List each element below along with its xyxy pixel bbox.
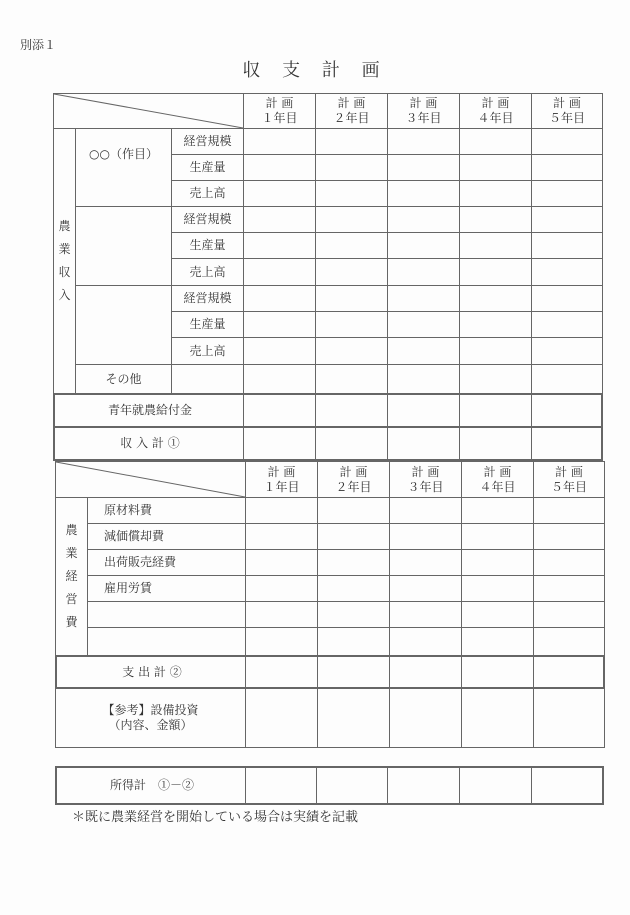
- data-cell-year-3[interactable]: [387, 426, 460, 461]
- item-scale: 経営規模: [171, 128, 244, 155]
- header-line2: １年目: [261, 111, 298, 125]
- data-cell-year-2[interactable]: [317, 627, 390, 656]
- subsidy-label: 青年就農給付金: [107, 403, 192, 417]
- data-cell-year-3[interactable]: [389, 549, 462, 576]
- data-cell-year-5[interactable]: [531, 232, 603, 259]
- year-header-5: [533, 461, 605, 498]
- data-cell-year-3[interactable]: [387, 364, 460, 394]
- data-cell-year-4[interactable]: [459, 180, 532, 207]
- data-cell-year-1[interactable]: [243, 364, 316, 394]
- year-header-2: [315, 93, 388, 129]
- data-cell-year-5[interactable]: [531, 393, 603, 428]
- data-cell-year-4[interactable]: [461, 655, 534, 689]
- data-cell-year-5[interactable]: [531, 206, 603, 233]
- section-char: 経: [65, 569, 78, 583]
- year-header-5: [531, 93, 603, 129]
- data-cell-year-3[interactable]: [387, 128, 460, 155]
- data-cell-year-5[interactable]: [531, 364, 603, 394]
- data-cell-year-3[interactable]: [387, 258, 460, 286]
- data-cell-year-5[interactable]: [533, 497, 605, 524]
- data-cell-year-4[interactable]: [459, 766, 532, 805]
- data-cell-year-2[interactable]: [315, 154, 388, 181]
- annex-label: 別添１: [20, 38, 57, 52]
- expense-total-label: 支 出 計 ②: [122, 664, 182, 679]
- expense-item-blank: [87, 601, 246, 628]
- item-production: 生産量: [171, 232, 244, 259]
- data-cell-year-4[interactable]: [461, 601, 534, 628]
- data-cell-year-2[interactable]: [315, 232, 388, 259]
- item-scale: 経営規模: [171, 285, 244, 312]
- header-line1: 計 画: [481, 96, 510, 110]
- section-char: 業: [65, 546, 78, 560]
- data-cell-year-5[interactable]: [533, 523, 605, 550]
- expense-item-materials: 原材料費: [87, 497, 246, 524]
- data-cell-year-3[interactable]: [389, 627, 462, 656]
- header-line2: ２年目: [335, 479, 372, 494]
- data-cell-year-1[interactable]: [245, 497, 318, 524]
- data-cell-year-1[interactable]: [243, 311, 316, 338]
- data-cell-year-2[interactable]: [315, 311, 388, 338]
- footnote: ＊既に農業経営を開始している場合は実績を記載: [72, 810, 359, 825]
- data-cell-year-5[interactable]: [533, 601, 605, 628]
- data-cell-year-4[interactable]: [461, 627, 534, 656]
- header-line2: ４年目: [479, 479, 516, 494]
- crop-group-1-name: ○○（作目）: [75, 128, 172, 207]
- year-header-4: [461, 461, 534, 498]
- data-cell-year-1[interactable]: [245, 655, 318, 689]
- data-cell-year-4[interactable]: [461, 497, 534, 524]
- data-cell-year-3[interactable]: [387, 337, 460, 365]
- header-line1: 計 画: [409, 96, 438, 110]
- data-cell-year-1[interactable]: [245, 575, 318, 602]
- section-char: 農: [58, 219, 71, 233]
- expense-item-blank: [87, 627, 246, 656]
- data-cell-year-2[interactable]: [315, 426, 388, 461]
- data-cell-year-2[interactable]: [317, 601, 390, 628]
- expense-item-depreciation: 減価償却費: [87, 523, 246, 550]
- data-cell-year-5[interactable]: [531, 258, 603, 286]
- data-cell-year-4[interactable]: [459, 128, 532, 155]
- crop-group-2-name: [75, 206, 172, 286]
- data-cell-year-5[interactable]: [531, 766, 604, 805]
- reference-equipment-label: [55, 688, 246, 748]
- data-cell-year-3[interactable]: [387, 766, 460, 805]
- header-line1: 計 画: [411, 464, 440, 479]
- data-cell-year-1[interactable]: [243, 337, 316, 365]
- data-cell-year-5[interactable]: [533, 627, 605, 656]
- data-cell-year-3[interactable]: [387, 285, 460, 312]
- data-cell-year-2[interactable]: [317, 549, 390, 576]
- data-cell-year-3[interactable]: [387, 180, 460, 207]
- data-cell-year-3[interactable]: [387, 393, 460, 428]
- data-cell-year-4[interactable]: [459, 206, 532, 233]
- section-label-farm-income: [53, 128, 76, 394]
- data-cell-year-5[interactable]: [531, 311, 603, 338]
- item-production: 生産量: [171, 154, 244, 181]
- data-cell-year-2[interactable]: [317, 688, 390, 748]
- data-cell-year-4[interactable]: [459, 285, 532, 312]
- data-cell-year-1[interactable]: [243, 393, 316, 428]
- section-char: 業: [58, 242, 71, 256]
- data-cell-year-3[interactable]: [387, 206, 460, 233]
- data-cell-year-2[interactable]: [315, 180, 388, 207]
- diagonal-line: [55, 461, 246, 498]
- header-line1: 計 画: [339, 464, 368, 479]
- data-cell-year-1[interactable]: [245, 766, 317, 805]
- header-line1: 計 画: [553, 96, 581, 110]
- data-cell-year-5[interactable]: [531, 128, 603, 155]
- data-cell-year-4[interactable]: [461, 549, 534, 576]
- crop-group-3-name: [75, 285, 172, 365]
- other-label: その他: [75, 364, 172, 394]
- data-cell-year-1[interactable]: [243, 285, 316, 312]
- data-cell-year-4[interactable]: [459, 364, 532, 394]
- data-cell-year-4[interactable]: [459, 337, 532, 365]
- data-cell-year-3[interactable]: [389, 601, 462, 628]
- header-line2: ２年目: [333, 111, 370, 125]
- data-cell-year-4[interactable]: [461, 575, 534, 602]
- data-cell-year-2[interactable]: [317, 497, 390, 524]
- data-cell-year-4[interactable]: [459, 154, 532, 181]
- data-cell-year-5[interactable]: [531, 285, 603, 312]
- other-item-cell: [171, 364, 244, 394]
- header-line1: 計 画: [555, 464, 583, 479]
- data-cell-year-2[interactable]: [317, 655, 390, 689]
- data-cell-year-1[interactable]: [245, 601, 318, 628]
- year-header-4: [459, 93, 532, 129]
- data-cell-year-2[interactable]: [316, 766, 388, 805]
- data-cell-year-2[interactable]: [315, 258, 388, 286]
- data-cell-year-2[interactable]: [315, 393, 388, 428]
- income-summary-label: 所得計 ①－②: [109, 778, 194, 792]
- data-cell-year-1[interactable]: [243, 426, 316, 461]
- header-line2: ４年目: [477, 111, 514, 125]
- income-total-label: 収 入 計 ①: [120, 436, 180, 450]
- data-cell-year-1[interactable]: [243, 232, 316, 259]
- data-cell-year-3[interactable]: [389, 655, 462, 689]
- year-header-3: [389, 461, 462, 498]
- data-cell-year-5[interactable]: [533, 575, 605, 602]
- data-cell-year-3[interactable]: [387, 232, 460, 259]
- section-char: 農: [65, 523, 78, 537]
- data-cell-year-5[interactable]: [533, 655, 605, 689]
- data-cell-year-1[interactable]: [243, 154, 316, 181]
- data-cell-year-1[interactable]: [245, 523, 318, 550]
- item-sales: 売上高: [171, 180, 244, 207]
- data-cell-year-1[interactable]: [245, 688, 318, 748]
- data-cell-year-1[interactable]: [245, 627, 318, 656]
- header-line2: ３年目: [405, 111, 442, 125]
- header-line1: 計 画: [483, 464, 512, 479]
- section-char: 費: [65, 615, 78, 629]
- data-cell-year-2[interactable]: [315, 364, 388, 394]
- item-production: 生産量: [171, 311, 244, 338]
- data-cell-year-1[interactable]: [243, 128, 316, 155]
- data-cell-year-3[interactable]: [387, 154, 460, 181]
- header-line1: 計 画: [337, 96, 366, 110]
- data-cell-year-2[interactable]: [317, 523, 390, 550]
- header-line2: ５年目: [550, 479, 587, 494]
- page-title: 収 支 計 画: [242, 60, 388, 81]
- data-cell-year-4[interactable]: [459, 393, 532, 428]
- data-cell-year-2[interactable]: [315, 285, 388, 312]
- data-cell-year-3[interactable]: [389, 688, 462, 748]
- item-sales: 売上高: [171, 337, 244, 365]
- reference-line2: （内容、金額）: [108, 718, 193, 732]
- expense-item-labor: 雇用労賃: [87, 575, 246, 602]
- header-line2: １年目: [263, 479, 300, 494]
- data-cell-year-4[interactable]: [459, 232, 532, 259]
- section-char: 収: [58, 265, 71, 279]
- year-header-2: [317, 461, 390, 498]
- data-cell-year-1[interactable]: [243, 258, 316, 286]
- data-cell-year-4[interactable]: [459, 426, 532, 461]
- data-cell-year-4[interactable]: [459, 311, 532, 338]
- year-header-1: [243, 93, 316, 129]
- data-cell-year-4[interactable]: [461, 523, 534, 550]
- section-char: 入: [58, 288, 71, 302]
- data-cell-year-5[interactable]: [531, 154, 603, 181]
- header-line1: 計 画: [265, 96, 294, 110]
- data-cell-year-3[interactable]: [387, 311, 460, 338]
- data-cell-year-5[interactable]: [533, 549, 605, 576]
- data-cell-year-4[interactable]: [459, 258, 532, 286]
- header-line2: ３年目: [407, 479, 444, 494]
- data-cell-year-5[interactable]: [531, 337, 603, 365]
- item-sales: 売上高: [171, 258, 244, 286]
- data-cell-year-4[interactable]: [461, 688, 534, 748]
- expense-item-shipping: 出荷販売経費: [87, 549, 246, 576]
- section-label-farm-expenses: [55, 497, 88, 656]
- year-header-1: [245, 461, 318, 498]
- data-cell-year-1[interactable]: [243, 180, 316, 207]
- section-char: 営: [65, 592, 78, 606]
- data-cell-year-2[interactable]: [315, 337, 388, 365]
- year-header-3: [387, 93, 460, 129]
- reference-line1: 【参考】設備投資: [102, 703, 199, 717]
- data-cell-year-1[interactable]: [245, 549, 318, 576]
- data-cell-year-5[interactable]: [531, 180, 603, 207]
- data-cell-year-3[interactable]: [389, 497, 462, 524]
- data-cell-year-2[interactable]: [315, 206, 388, 233]
- data-cell-year-1[interactable]: [243, 206, 316, 233]
- data-cell-year-5[interactable]: [533, 688, 605, 748]
- header-line2: ５年目: [548, 111, 585, 125]
- data-cell-year-3[interactable]: [389, 523, 462, 550]
- diagonal-line: [53, 93, 244, 129]
- data-cell-year-5[interactable]: [531, 426, 603, 461]
- data-cell-year-2[interactable]: [317, 575, 390, 602]
- item-scale: 経営規模: [171, 206, 244, 233]
- data-cell-year-3[interactable]: [389, 575, 462, 602]
- data-cell-year-2[interactable]: [315, 128, 388, 155]
- header-line1: 計 画: [267, 464, 296, 479]
